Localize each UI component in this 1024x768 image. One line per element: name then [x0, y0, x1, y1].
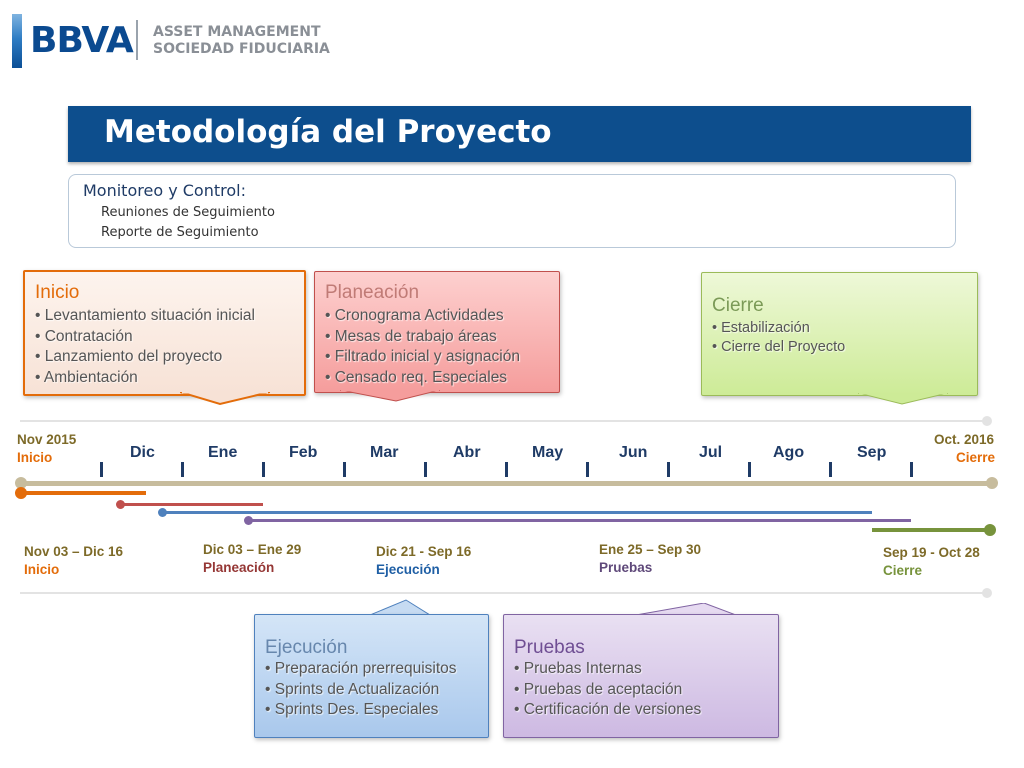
title-bar	[68, 106, 971, 162]
axis-end-dot	[986, 477, 998, 489]
month-tick	[424, 462, 427, 477]
timeline-start-date: Nov 2015	[17, 432, 77, 447]
phase-label-inicio: Inicio	[24, 562, 60, 577]
callout-pointer-planeacion	[340, 390, 440, 404]
list-item: • Levantamiento situación inicial	[35, 306, 255, 327]
list-item: • Certificación de versiones	[514, 700, 701, 721]
month-tick	[100, 462, 103, 477]
month-label: May	[532, 444, 564, 461]
phase-label-cierre: Cierre	[883, 563, 923, 578]
bbva-logo: BBVA	[30, 20, 133, 61]
bar-dot-cierre	[984, 524, 996, 536]
monitoring-item: Reuniones de Seguimiento	[101, 205, 275, 220]
logo-divider	[136, 20, 138, 60]
bar-cierre	[872, 528, 989, 532]
list-item: • Censado req. Especiales	[325, 368, 520, 389]
rule-end-dot	[982, 416, 992, 426]
bar-ejecucion	[162, 511, 872, 514]
logo-subtitle-line1: ASSET MANAGEMENT	[153, 24, 321, 40]
list-item: • Pruebas Internas	[514, 659, 701, 680]
monitoring-box	[68, 174, 956, 248]
phase-items	[514, 659, 701, 721]
phase-items	[265, 659, 457, 721]
timeline-axis	[20, 481, 992, 486]
bar-dot-ejecucion	[158, 508, 167, 517]
phase-title: Pruebas	[514, 637, 585, 658]
month-label: Feb	[289, 444, 318, 461]
list-item: • Estabilización	[712, 319, 845, 338]
phase-card-ejecucion	[254, 614, 489, 738]
month-label: Jun	[619, 444, 648, 461]
month-tick	[829, 462, 832, 477]
month-tick	[181, 462, 184, 477]
bar-pruebas	[248, 519, 911, 522]
list-item: • Pruebas de aceptación	[514, 680, 701, 701]
phase-title: Inicio	[35, 282, 80, 303]
month-label: Mar	[370, 444, 399, 461]
month-label: Abr	[453, 444, 481, 461]
timeline-end-label: Cierre	[956, 450, 996, 465]
list-item: • Preparación prerrequisitos	[265, 659, 457, 680]
month-tick	[586, 462, 589, 477]
phase-card-inicio	[23, 270, 306, 396]
list-item: • Filtrado inicial y asignación	[325, 347, 520, 368]
month-label: Dic	[130, 444, 155, 461]
month-label: Sep	[857, 444, 887, 461]
month-label: Ene	[208, 444, 238, 461]
phase-title: Cierre	[712, 295, 764, 316]
month-tick	[748, 462, 751, 477]
page-title: Metodología del Proyecto	[104, 114, 552, 150]
callout-pointer-ejecucion	[370, 599, 470, 615]
phase-label-pruebas: Pruebas	[599, 560, 653, 575]
phase-label-planeacion: Planeación	[203, 560, 275, 575]
list-item: • Contratación	[35, 327, 255, 348]
phase-card-planeacion	[314, 271, 560, 393]
range-label-cierre: Sep 19 - Oct 28	[883, 545, 980, 560]
list-item: • Sprints Des. Especiales	[265, 700, 457, 721]
range-label-inicio: Nov 03 – Dic 16	[24, 544, 124, 559]
timeline-top-rule	[20, 420, 986, 422]
list-item: • Lanzamiento del proyecto	[35, 347, 255, 368]
bbva-logo-mark	[12, 14, 22, 68]
phase-title: Ejecución	[265, 637, 348, 658]
phase-items	[712, 319, 845, 357]
phase-label-ejecucion: Ejecución	[376, 562, 440, 577]
bar-dot-inicio	[15, 487, 27, 499]
bar-dot-pruebas	[244, 516, 253, 525]
bar-dot-planeacion	[116, 500, 125, 509]
range-label-pruebas: Ene 25 – Sep 30	[599, 542, 702, 557]
phase-items	[325, 306, 520, 388]
list-item: • Cronograma Actividades	[325, 306, 520, 327]
month-tick	[262, 462, 265, 477]
phase-title: Planeación	[325, 282, 420, 303]
month-tick	[505, 462, 508, 477]
logo-subtitle-line2: SOCIEDAD FIDUCIARIA	[153, 41, 330, 57]
range-label-ejecucion: Dic 21 - Sep 16	[376, 544, 472, 559]
month-tick	[343, 462, 346, 477]
bar-planeacion	[120, 503, 263, 506]
rule-end-dot	[982, 588, 992, 598]
timeline-end-date: Oct. 2016	[934, 432, 995, 447]
phase-card-cierre	[701, 272, 978, 396]
monitoring-item: Reporte de Seguimiento	[101, 225, 259, 240]
month-tick	[910, 462, 913, 477]
callout-pointer-inicio	[180, 392, 270, 406]
timeline-bottom-rule	[20, 592, 986, 594]
range-label-planeacion: Dic 03 – Ene 29	[203, 542, 302, 557]
list-item: • Ambientación	[35, 368, 255, 389]
list-item: • Sprints de Actualización	[265, 680, 457, 701]
list-item: • Mesas de trabajo áreas	[325, 327, 520, 348]
month-label: Jul	[699, 444, 723, 461]
list-item: • Cierre del Proyecto	[712, 338, 845, 357]
bar-inicio	[20, 491, 146, 495]
monitoring-title: Monitoreo y Control:	[83, 181, 246, 200]
phase-items	[35, 306, 255, 388]
month-tick	[667, 462, 670, 477]
callout-pointer-cierre	[858, 393, 948, 407]
phase-card-pruebas	[503, 614, 779, 738]
month-label: Ago	[773, 444, 805, 461]
timeline-start-label: Inicio	[17, 450, 53, 465]
